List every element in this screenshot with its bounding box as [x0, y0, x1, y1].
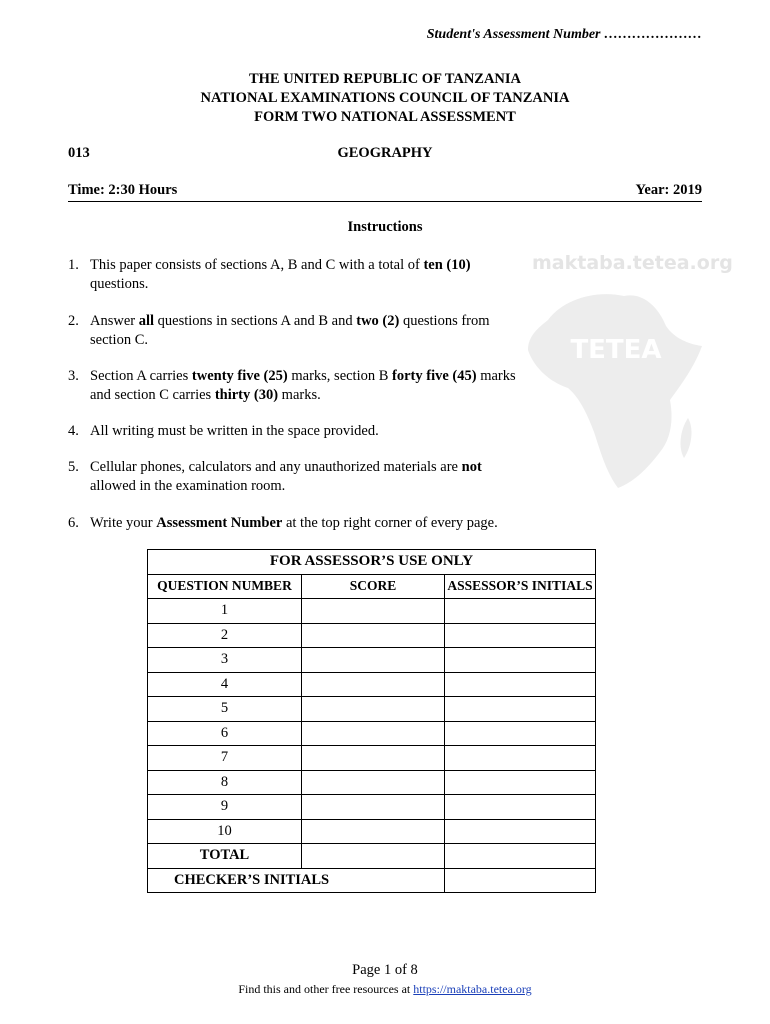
initials-cell[interactable] [445, 770, 596, 795]
table-row [148, 770, 596, 795]
instruction-emphasis: thirty (30) [214, 386, 279, 403]
question-number-cell: 4 [148, 672, 302, 697]
instruction-text: marks and section C carries [90, 368, 516, 403]
instruction-item [68, 514, 548, 533]
instruction-number: 3. [68, 368, 79, 384]
total-score-cell[interactable] [302, 844, 445, 869]
instruction-emphasis: Assessment Number [156, 515, 283, 531]
instructions-title: Instructions [347, 219, 423, 235]
council-heading: NATIONAL EXAMINATIONS COUNCIL OF TANZANIA [200, 90, 570, 106]
initials-cell[interactable] [445, 672, 596, 697]
instruction-text: marks. [278, 386, 321, 403]
score-cell[interactable] [302, 746, 445, 771]
checker-initials-label: CHECKER’S INITIALS [148, 868, 445, 893]
score-cell[interactable] [302, 599, 445, 624]
instruction-number: 1. [68, 257, 79, 273]
score-cell[interactable] [302, 648, 445, 673]
question-number-cell: 6 [148, 721, 302, 746]
instruction-emphasis: all [138, 313, 155, 329]
question-number-cell: 5 [148, 697, 302, 722]
instruction-text: Answer [90, 313, 139, 329]
initials-cell[interactable] [445, 697, 596, 722]
score-cell[interactable] [302, 770, 445, 795]
total-row [148, 844, 596, 869]
table-row [148, 721, 596, 746]
page-number: Page 1 of 8 [352, 962, 418, 978]
footer-resources [0, 982, 770, 997]
question-number-cell: 2 [148, 623, 302, 648]
instruction-item [68, 312, 528, 349]
tetea-logo-text: TETEA [570, 335, 662, 365]
question-number-cell: 3 [148, 648, 302, 673]
instruction-number: 2. [68, 313, 79, 329]
table-row [148, 697, 596, 722]
assessor-table-title: FOR ASSESSOR’S USE ONLY [148, 550, 596, 575]
assessment-heading: FORM TWO NATIONAL ASSESSMENT [254, 109, 516, 125]
score-cell[interactable] [302, 697, 445, 722]
initials-cell[interactable] [445, 819, 596, 844]
column-header-initials: ASSESSOR’S INITIALS [445, 574, 596, 599]
question-number-cell: 9 [148, 795, 302, 820]
instruction-emphasis: twenty five (25) [191, 368, 288, 384]
instruction-text: allowed in the examination room. [90, 477, 286, 494]
instruction-text: This paper consists of sections A, B and C with a total of [90, 257, 424, 273]
instruction-text: questions. [90, 275, 149, 292]
instruction-text: All writing must be written in the space provided. [90, 423, 379, 439]
checker-row [148, 868, 596, 893]
table-row [148, 672, 596, 697]
table-row [148, 795, 596, 820]
question-number-cell: 8 [148, 770, 302, 795]
instruction-number: 4. [68, 423, 79, 439]
total-label: TOTAL [148, 844, 302, 869]
instruction-number: 5. [68, 459, 79, 475]
instruction-item [68, 422, 528, 441]
republic-heading: THE UNITED REPUBLIC OF TANZANIA [248, 71, 522, 87]
footer-link[interactable]: https://maktaba.tetea.org [413, 982, 532, 996]
initials-cell[interactable] [445, 795, 596, 820]
instruction-number: 6. [68, 515, 79, 531]
table-row [148, 746, 596, 771]
instruction-text: questions from section C. [90, 313, 490, 348]
instruction-text: Write your [90, 515, 157, 531]
score-cell[interactable] [302, 672, 445, 697]
instruction-emphasis: not [461, 459, 482, 475]
table-row [148, 623, 596, 648]
instruction-text: questions in sections A and B and [154, 313, 357, 329]
score-cell[interactable] [302, 721, 445, 746]
instruction-text: at the top right corner of every page. [282, 515, 498, 531]
time-year-row [68, 182, 702, 202]
score-cell[interactable] [302, 819, 445, 844]
instruction-emphasis: ten (10) [423, 257, 471, 273]
initials-cell[interactable] [445, 623, 596, 648]
instruction-item [68, 256, 528, 293]
score-cell[interactable] [302, 623, 445, 648]
exam-time: Time: 2:30 Hours [68, 182, 178, 198]
assessment-number-label: Student's Assessment Number ………………… [426, 27, 702, 42]
africa-map-watermark [524, 282, 704, 497]
table-row [148, 599, 596, 624]
instruction-text: marks, section B [287, 368, 393, 384]
question-number-cell: 10 [148, 819, 302, 844]
table-row [148, 819, 596, 844]
column-header-score: SCORE [302, 574, 445, 599]
total-initials-blank [445, 844, 596, 869]
assessor-table [147, 549, 596, 893]
initials-cell[interactable] [445, 648, 596, 673]
initials-cell[interactable] [445, 746, 596, 771]
exam-year: Year: 2019 [635, 182, 702, 198]
instruction-item [68, 458, 528, 495]
footer-text: Find this and other free resources at [238, 982, 414, 996]
initials-cell[interactable] [445, 599, 596, 624]
instruction-emphasis: forty five (45) [392, 368, 477, 384]
instruction-text: Cellular phones, calculators and any unauthorized materials are [90, 459, 462, 475]
initials-cell[interactable] [445, 721, 596, 746]
column-header-question: QUESTION NUMBER [148, 574, 302, 599]
instruction-text: Section A carries [90, 368, 192, 384]
instruction-item [68, 367, 528, 404]
table-row [148, 648, 596, 673]
subject-code: 013 [68, 145, 90, 161]
score-cell[interactable] [302, 795, 445, 820]
instruction-emphasis: two (2) [356, 313, 400, 329]
question-number-cell: 1 [148, 599, 302, 624]
question-number-cell: 7 [148, 746, 302, 771]
watermark-site-text: maktaba.tetea.org [532, 252, 733, 274]
checker-initials-cell[interactable] [445, 868, 596, 893]
subject-name: GEOGRAPHY [337, 145, 433, 161]
